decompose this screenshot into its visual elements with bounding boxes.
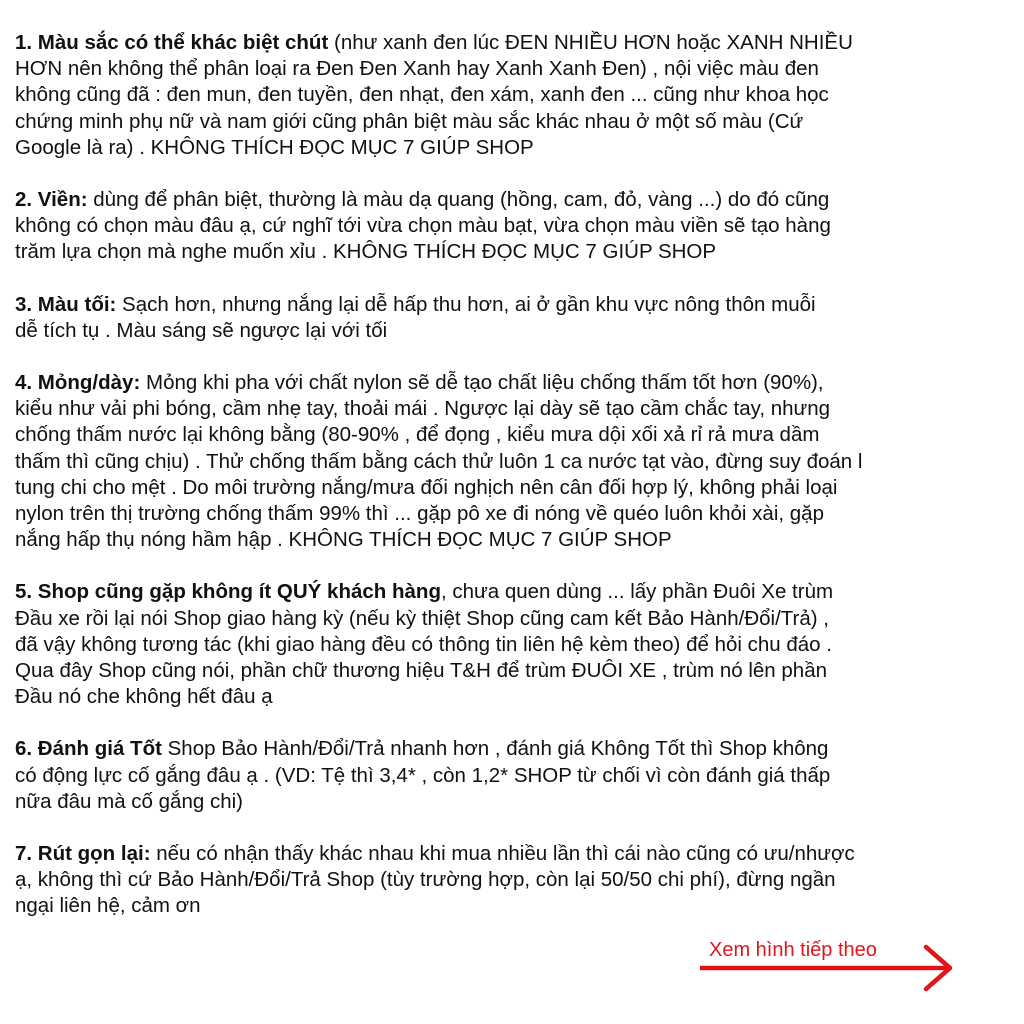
section-heading: 4. Mỏng/dày: [15,371,141,395]
section-text: nylon trên thị trường chống thấm 99% thì ... gặp pô xe đi nóng về quéo luôn khỏi xài, gặp [15,502,824,526]
section-text: thấm thì cũng chịu) . Thử chống thấm bằng cách thử luôn 1 ca nước tạt vào, đừng suy đoán l [15,449,863,473]
section-1 [15,30,1024,161]
section-text: Qua đây Shop cũng nói, phần chữ thương hiệu T&H để trùm ĐUÔI XE , trùm nó lên phần [15,659,827,683]
section-text: nếu có nhận thấy khác nhau khi mua nhiều lần thì cái nào cũng có ưu/nhược [150,842,855,866]
section-heading: 3. Màu tối: [15,292,117,316]
section-text: Mỏng khi pha với chất nylon sẽ dễ tạo chất liệu chống thấm tốt hơn (90%), [140,371,824,395]
section-heading: 2. Viền: [15,188,88,212]
section-text: (như xanh đen lúc ĐEN NHIỀU HƠN hoặc XANH NHIỀU [328,31,853,54]
section-3 [15,292,1024,344]
section-text: chứng minh phụ nữ và nam giới cũng phân biệt màu sắc khác nhau ở một số màu (Cứ [15,109,804,133]
section-heading: 5. Shop cũng gặp không ít QUÝ khách hàng [15,580,441,604]
section-text: Sạch hơn, nhưng nắng lại dễ hấp thu hơn, ai ở gần khu vực nông thôn muỗi [116,292,816,316]
section-5 [15,579,1024,710]
section-7 [15,841,1024,920]
section-text: HƠN nên không thể phân loại ra Đen Đen Xanh hay Xanh Xanh Đen) , nội việc màu đen [15,57,819,81]
section-text: dễ tích tụ . Màu sáng sẽ ngược lại với tối [15,318,388,342]
section-text: ạ, không thì cứ Bảo Hành/Đổi/Trả Shop (tùy trường hợp, còn lại 50/50 chi phí), đừng ngần [15,868,836,892]
section-4 [15,370,1024,553]
section-text: nắng hấp thụ nóng hầm hập . KHÔNG THÍCH ĐỌC MỤC 7 GIÚP SHOP [15,528,672,552]
section-text: Đầu nó che không hết đâu ạ [15,685,273,709]
section-text: đã vậy không tương tác (khi giao hàng đều có thông tin liên hệ kèm theo) để hỏi chu đáo . [15,632,832,656]
section-text: chống thấm nước lại không bằng (80-90% , để đọng , kiểu mưa dội xối xả rỉ rả mưa dầm [15,423,820,447]
next-image-label: Xem hình tiếp theo [709,939,877,961]
section-heading: 6. Đánh giá Tốt [15,737,162,761]
section-heading: 7. Rút gọn lại: [15,842,151,866]
section-heading: 1. Màu sắc có thể khác biệt chút [15,31,329,54]
section-text: kiểu như vải phi bóng, cầm nhẹ tay, thoải mái . Ngược lại dày sẽ tạo cầm chắc tay, nhưng [15,397,831,421]
section-text: , chưa quen dùng ... lấy phần Đuôi Xe trùm [440,580,834,604]
section-text: không có chọn màu đâu ạ, cứ nghĩ tới vừa chọn màu bạt, vừa chọn màu viền sẽ tạo hàng [15,214,831,238]
section-text: Shop Bảo Hành/Đổi/Trả nhanh hơn , đánh giá Không Tốt thì Shop không [161,737,829,761]
section-text: không cũng đã : đen mun, đen tuyền, đen nhạt, đen xám, xanh đen ... cũng như khoa học [15,83,829,107]
document-body [15,30,1024,946]
section-text: nữa đâu mà cố gắng chi) [15,789,243,813]
right-arrow-icon [700,935,960,995]
section-text: tung chi cho mệt . Do môi trường nắng/mưa đối nghịch nên cân đối hợp lý, không phải loại [15,475,838,499]
next-image-link[interactable] [700,935,960,995]
section-text: Google là ra) . KHÔNG THÍCH ĐỌC MỤC 7 GIÚP SHOP [15,135,534,159]
section-text: Đầu xe rồi lại nói Shop giao hàng kỳ (nếu kỳ thiệt Shop cũng cam kết Bảo Hành/Đổi/Trả) , [15,606,829,630]
section-text: có động lực cố gắng đâu ạ . (VD: Tệ thì 3,4* , còn 1,2* SHOP từ chối vì còn đánh giá thấp [15,763,831,787]
section-text: dùng để phân biệt, thường là màu dạ quang (hồng, cam, đỏ, vàng ...) do đó cũng [87,188,830,212]
section-text: ngại liên hệ, cảm ơn [15,894,201,918]
section-6 [15,736,1024,815]
section-text: trăm lựa chọn mà nghe muốn xỉu . KHÔNG THÍCH ĐỌC MỤC 7 GIÚP SHOP [15,240,717,264]
section-2 [15,187,1024,266]
